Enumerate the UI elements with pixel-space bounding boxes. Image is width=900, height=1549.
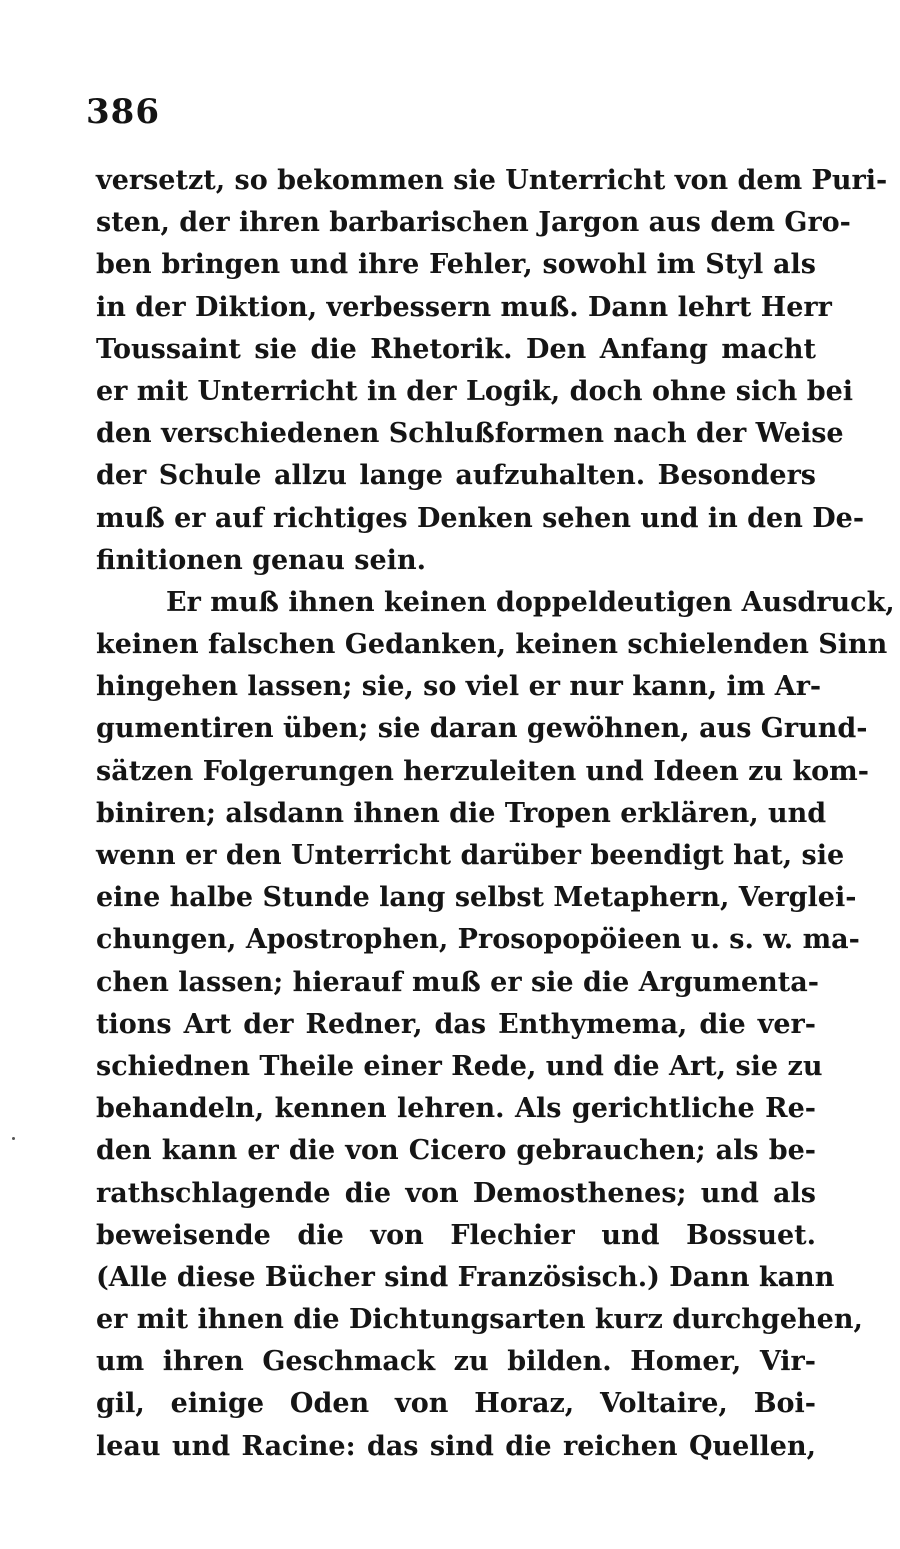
scan-speck — [12, 1137, 15, 1140]
text-line: hingehen lassen; sie, so viel er nur kann, im Ar- — [96, 671, 822, 703]
text-line: der Schule allzu lange aufzuhalten. Besonders — [96, 460, 816, 492]
page-number: 386 — [86, 92, 160, 132]
text-line: wenn er den Unterricht darüber beendigt hat, sie — [96, 840, 845, 871]
text-line: ben bringen und ihre Fehler, sowohl im Styl als — [96, 249, 816, 281]
text-line: den verschiedenen Schlußformen nach der Weise — [96, 418, 844, 450]
text-line: chungen, Apostrophen, Prosopopöieen u. s. w. ma- — [96, 924, 860, 956]
text-line: keinen falschen Gedanken, keinen schielenden Sinn — [96, 629, 888, 661]
text-line: muß er auf richtiges Denken sehen und in den De- — [96, 502, 865, 534]
text-line: sten, der ihren barbarischen Jargon aus dem Gro- — [96, 207, 851, 239]
text-line: beweisende die von Flechier und Bossuet. — [96, 1219, 816, 1251]
body-text — [96, 160, 895, 1468]
text-line: leau und Racine: das sind die reichen Quellen, — [96, 1430, 816, 1462]
text-line: er mit ihnen die Dichtungsarten kurz durchgehen, — [96, 1304, 863, 1336]
text-line: behandeln, kennen lehren. Als gerichtliche Re- — [96, 1093, 816, 1125]
text-line: eine halbe Stunde lang selbst Metaphern, Verglei- — [96, 882, 857, 914]
text-line: Toussaint sie die Rhetorik. Den Anfang macht — [96, 333, 816, 365]
text-line: finitionen genau sein. — [96, 544, 426, 576]
text-line: den kann er die von Cicero gebrauchen; als be- — [96, 1135, 816, 1167]
text-line: schiednen Theile einer Rede, und die Art, sie zu — [96, 1050, 823, 1082]
text-line: biniren; alsdann ihnen die Tropen erklären, und — [96, 797, 827, 829]
text-line: gumentiren üben; sie daran gewöhnen, aus Grund- — [96, 713, 868, 745]
text-line: gil, einige Oden von Horaz, Voltaire, Boi- — [96, 1388, 816, 1420]
text-line: um ihren Geschmack zu bilden. Homer, Vir- — [96, 1346, 816, 1378]
text-line: rathschlagende die von Demosthenes; und als — [96, 1177, 816, 1209]
text-line: sätzen Folgerungen herzuleiten und Ideen zu kom- — [96, 755, 869, 787]
text-line: Er muß ihnen keinen doppeldeutigen Ausdruck, — [166, 586, 895, 618]
text-line: versetzt, so bekommen sie Unterricht von dem Puri- — [96, 165, 888, 196]
text-line: chen lassen; hierauf muß er sie die Argumenta- — [96, 966, 819, 998]
text-line: tions Art der Redner, das Enthymema, die ver- — [96, 1008, 816, 1040]
text-line: (Alle diese Bücher sind Französisch.) Dann kann — [96, 1261, 835, 1293]
text-line: in der Diktion, verbessern muß. Dann lehrt Herr — [96, 291, 832, 323]
text-line: er mit Unterricht in der Logik, doch ohne sich bei — [96, 375, 854, 407]
